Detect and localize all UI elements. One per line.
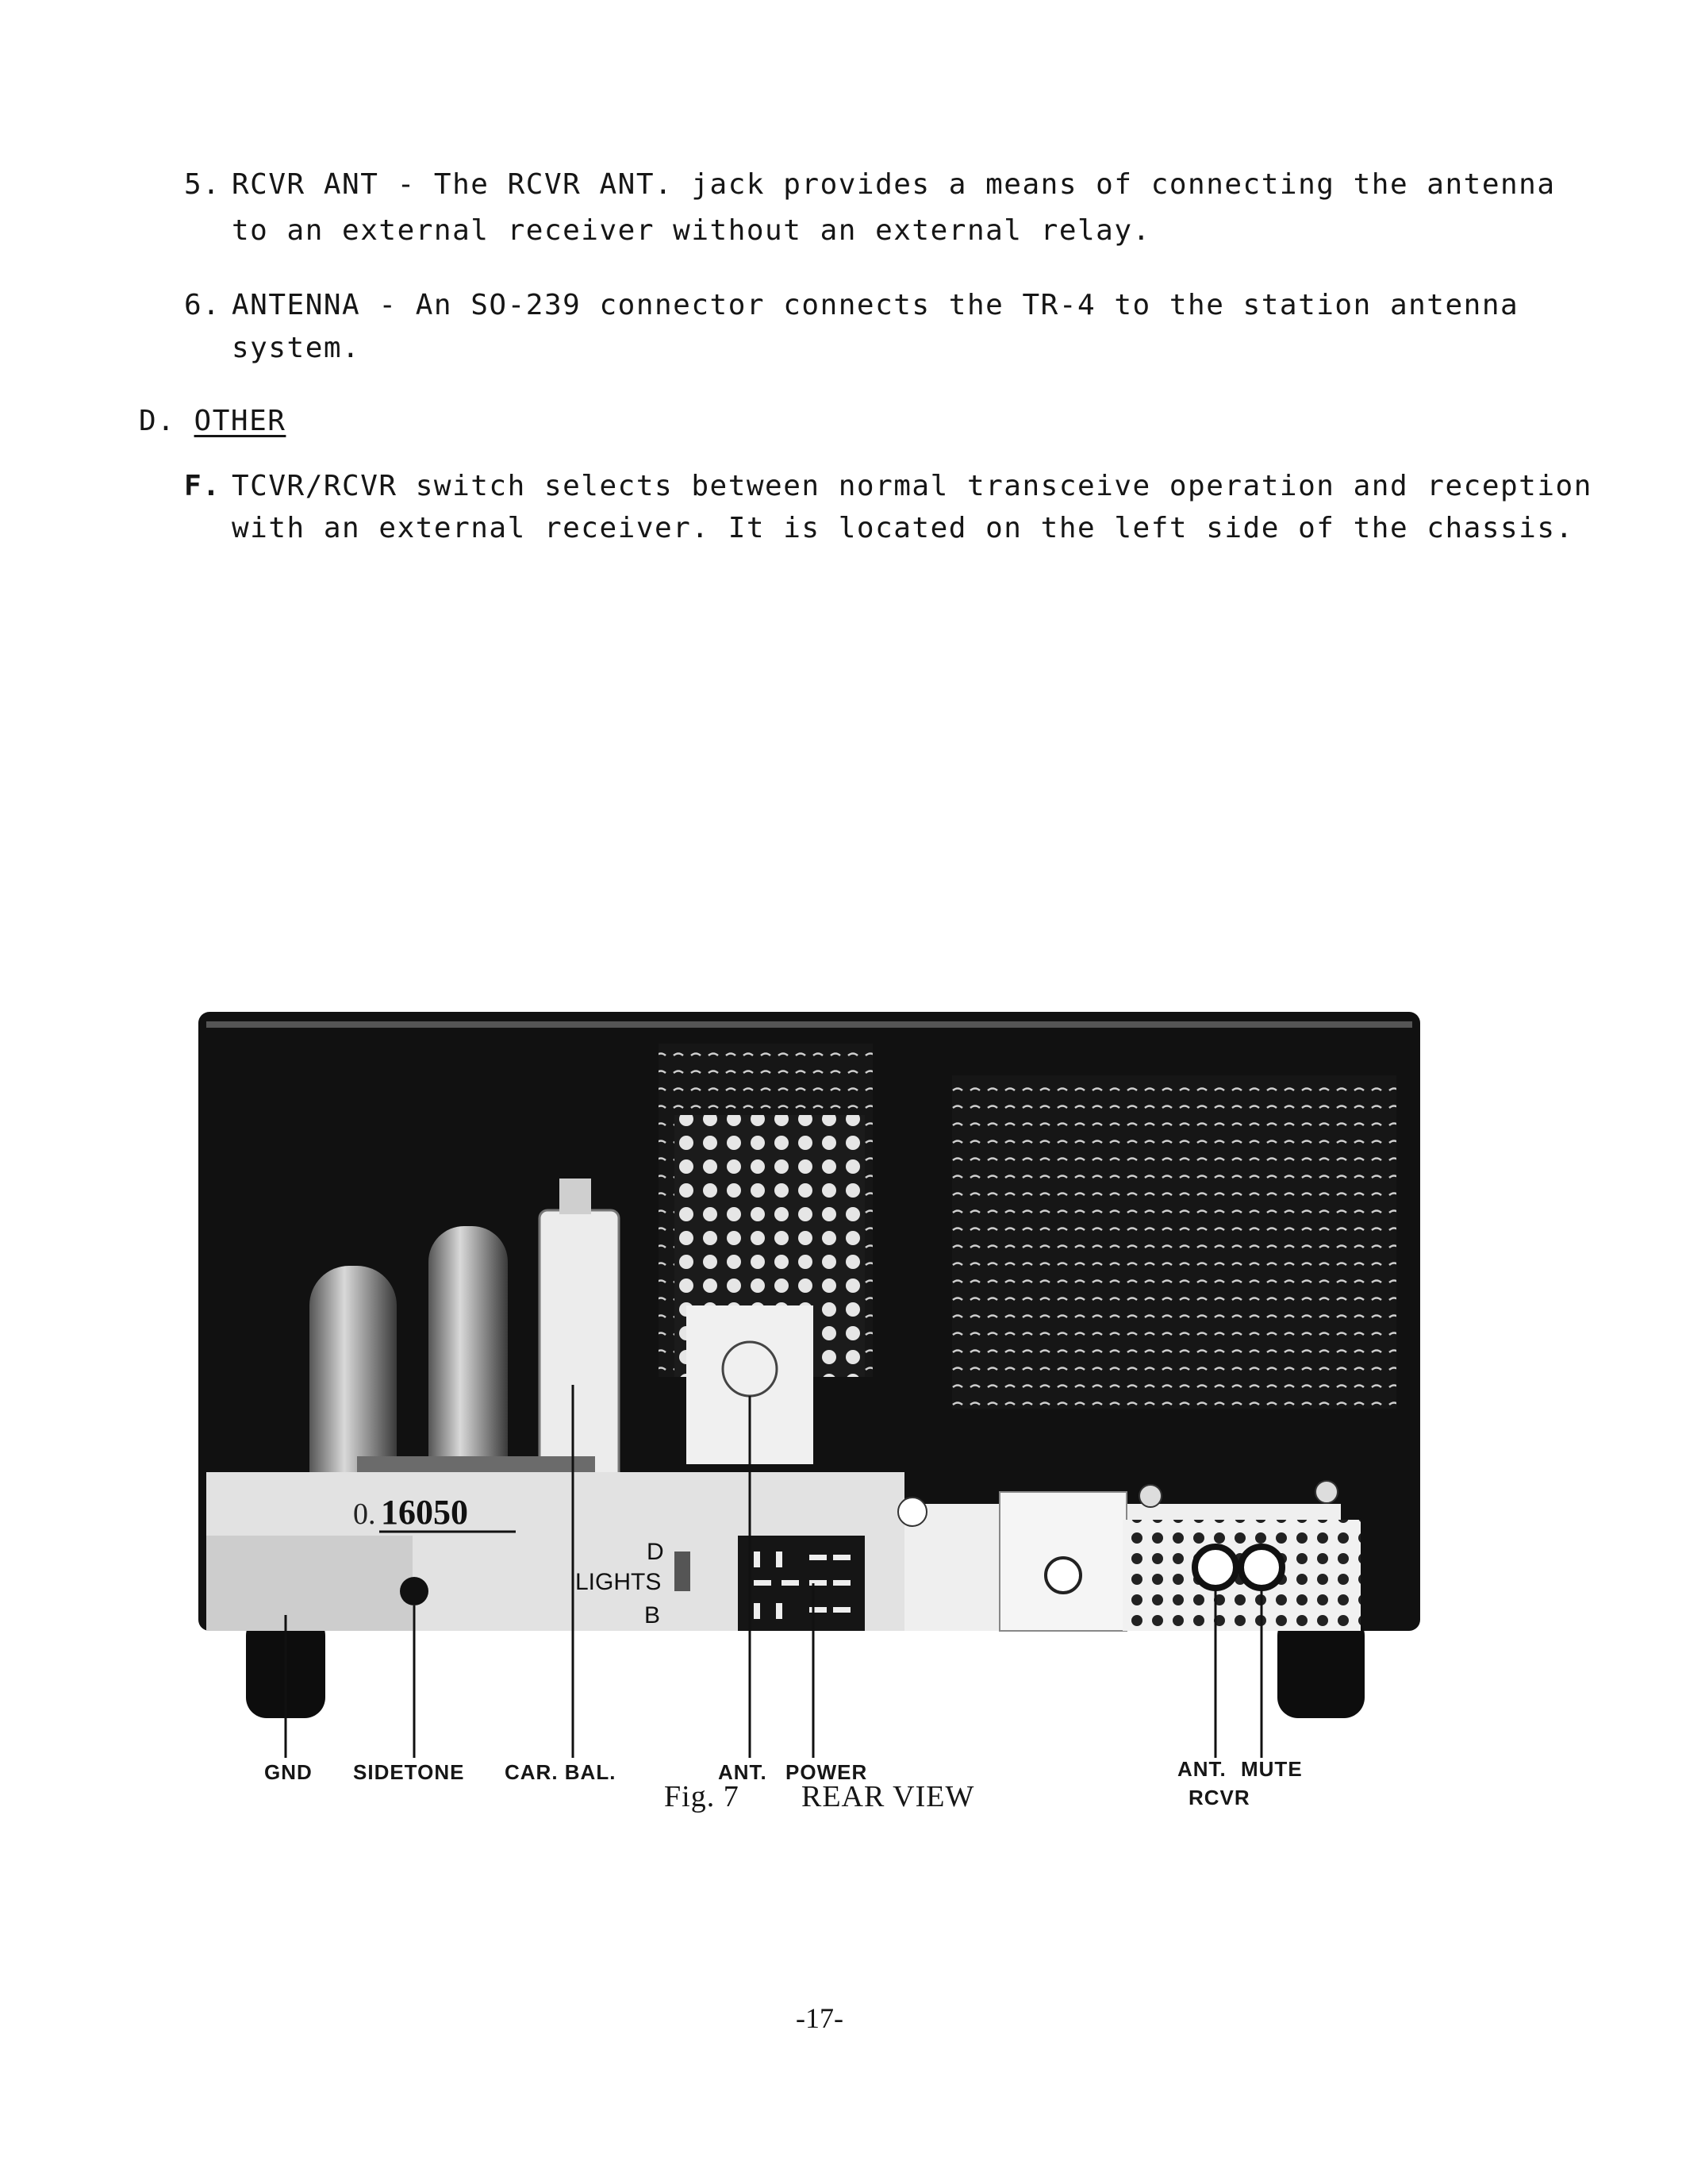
other-item-line-2: with an external receiver. It is located on the left side of the chassis. (232, 512, 1574, 544)
callout-sidetone: SIDETONE (353, 1760, 465, 1784)
page-number: -17- (796, 2002, 843, 2034)
figure-caption-number: Fig. 7 (664, 1780, 739, 1813)
photo-label-lights: LIGHTS (575, 1569, 662, 1595)
mute-jack (1241, 1547, 1282, 1588)
section-title: OTHER (194, 405, 286, 437)
right-vent-grille (952, 1075, 1396, 1409)
serial-number: 16050 (381, 1493, 468, 1532)
item-6-line-1: ANTENNA - An SO-239 connector connects the TR-4 to the station antenna (232, 289, 1519, 321)
item-5-line-1: RCVR ANT - The RCVR ANT. jack provides a means of connecting the antenna (232, 168, 1556, 201)
section-heading (139, 405, 286, 437)
rear-view-photo (198, 1012, 1436, 1758)
serial-prefix: 0. (353, 1498, 376, 1531)
callout-ant-rcvr-bottom: RCVR (1189, 1786, 1250, 1809)
item-6-line-2: system. (232, 332, 361, 364)
item-5-line-2: to an external receiver without an external relay. (232, 214, 1151, 247)
center-connector (1046, 1558, 1081, 1593)
ant-rcvr-jack (1195, 1547, 1236, 1588)
photo-label-d: D (647, 1539, 664, 1565)
other-item-line-1: TCVR/RCVR switch selects between normal transceive operation and reception (232, 470, 1592, 502)
sidetone-control (400, 1577, 428, 1605)
item-6-number: 6. (184, 289, 221, 321)
callout-car-bal: CAR. BAL. (505, 1760, 616, 1784)
figure-caption-title: REAR VIEW (801, 1780, 975, 1813)
callout-ant-rcvr-top: ANT. (1177, 1757, 1227, 1781)
other-item-marker: F. (184, 470, 221, 502)
section-letter: D. (139, 405, 176, 437)
lights-switch (674, 1551, 690, 1591)
item-5-number: 5. (184, 168, 221, 201)
callout-ant: ANT. (718, 1760, 767, 1784)
callout-gnd: GND (264, 1760, 313, 1784)
callout-mute: MUTE (1241, 1757, 1303, 1781)
photo-label-b: B (644, 1602, 661, 1628)
callout-power: POWER (785, 1760, 868, 1784)
